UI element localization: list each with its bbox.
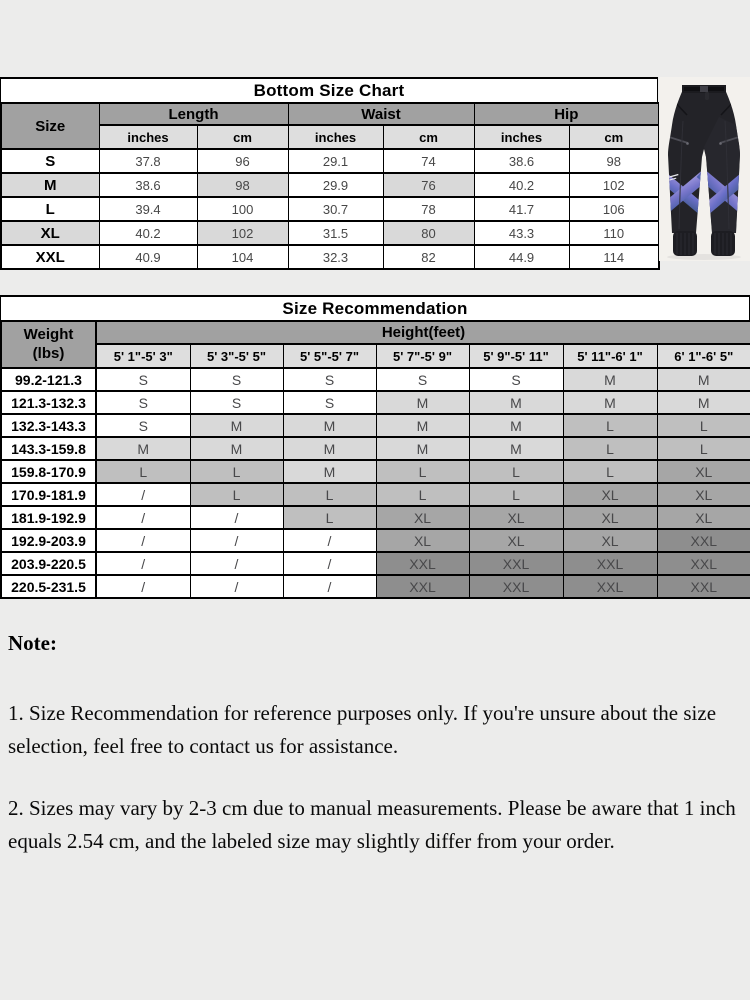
size-chart-table bbox=[0, 102, 660, 270]
note-heading: Note: bbox=[8, 631, 57, 655]
weight-range-cell: 181.9-192.9 bbox=[1, 506, 96, 529]
height-feet-header: Height(feet) bbox=[96, 321, 750, 344]
size-rec-row bbox=[1, 575, 750, 598]
recommended-size-cell: XXL bbox=[563, 552, 657, 575]
weight-range-cell: 203.9-220.5 bbox=[1, 552, 96, 575]
measurement-cell: 74 bbox=[383, 149, 474, 173]
recommended-size-cell: / bbox=[190, 552, 283, 575]
size-rec-row bbox=[1, 552, 750, 575]
measurement-cell: 40.9 bbox=[99, 245, 197, 269]
size-rec-row bbox=[1, 529, 750, 552]
unit-subheader: cm bbox=[383, 125, 474, 149]
size-chart-body bbox=[1, 149, 659, 269]
measurement-cell: 31.5 bbox=[288, 221, 383, 245]
size-chart-subheader-row bbox=[1, 125, 659, 149]
recommended-size-cell: XXL bbox=[657, 552, 750, 575]
recommended-size-cell: / bbox=[96, 506, 190, 529]
recommended-size-cell: L bbox=[657, 437, 750, 460]
measurement-cell: 98 bbox=[197, 173, 288, 197]
size-chart-row bbox=[1, 245, 659, 269]
measurement-cell: 37.8 bbox=[99, 149, 197, 173]
measurement-cell: 30.7 bbox=[288, 197, 383, 221]
recommended-size-cell: L bbox=[376, 460, 469, 483]
recommended-size-cell: XL bbox=[563, 483, 657, 506]
cuff-left bbox=[673, 231, 697, 256]
measurement-cell: 38.6 bbox=[474, 149, 569, 173]
measurement-cell: 41.7 bbox=[474, 197, 569, 221]
size-chart-row bbox=[1, 221, 659, 245]
recommended-size-cell: L bbox=[563, 437, 657, 460]
recommended-size-cell: L bbox=[96, 460, 190, 483]
size-rec-body bbox=[1, 368, 750, 598]
recommended-size-cell: XL bbox=[469, 506, 563, 529]
recommended-size-cell: XL bbox=[657, 483, 750, 506]
size-label-cell: M bbox=[1, 173, 99, 197]
recommended-size-cell: M bbox=[657, 391, 750, 414]
recommended-size-cell: S bbox=[96, 391, 190, 414]
recommended-size-cell: XL bbox=[657, 506, 750, 529]
recommended-size-cell: XXL bbox=[563, 575, 657, 598]
unit-subheader: cm bbox=[197, 125, 288, 149]
recommended-size-cell: L bbox=[563, 460, 657, 483]
weight-column-header bbox=[1, 321, 96, 368]
measurement-cell: 32.3 bbox=[288, 245, 383, 269]
measurement-cell: 102 bbox=[197, 221, 288, 245]
size-column-header: Size bbox=[1, 103, 99, 149]
size-recommendation-title: Size Recommendation bbox=[0, 295, 750, 320]
recommended-size-cell: XXL bbox=[657, 529, 750, 552]
product-image-pants bbox=[659, 77, 750, 261]
measurement-cell: 102 bbox=[569, 173, 659, 197]
recommended-size-cell: / bbox=[96, 552, 190, 575]
recommended-size-cell: / bbox=[96, 575, 190, 598]
unit-subheader: inches bbox=[288, 125, 383, 149]
recommended-size-cell: M bbox=[190, 437, 283, 460]
weight-range-cell: 170.9-181.9 bbox=[1, 483, 96, 506]
recommended-size-cell: M bbox=[376, 391, 469, 414]
measurement-cell: 39.4 bbox=[99, 197, 197, 221]
unit-subheader: inches bbox=[474, 125, 569, 149]
recommended-size-cell: M bbox=[563, 368, 657, 391]
notes-list bbox=[8, 697, 745, 858]
measurement-cell: 38.6 bbox=[99, 173, 197, 197]
height-range-header: 5' 5"-5' 7" bbox=[283, 344, 376, 368]
size-rec-row bbox=[1, 506, 750, 529]
weight-header-line1: Weight bbox=[23, 325, 74, 343]
recommended-size-cell: S bbox=[376, 368, 469, 391]
recommended-size-cell: XL bbox=[376, 506, 469, 529]
height-range-header: 6' 1"-6' 5" bbox=[657, 344, 750, 368]
recommended-size-cell: XXL bbox=[376, 552, 469, 575]
measurement-cell: 114 bbox=[569, 245, 659, 269]
recommended-size-cell: M bbox=[469, 414, 563, 437]
measurement-cell: 44.9 bbox=[474, 245, 569, 269]
recommended-size-cell: M bbox=[376, 414, 469, 437]
size-recommendation-table bbox=[0, 320, 750, 599]
measure-group-header: Hip bbox=[474, 103, 659, 125]
notes-section bbox=[8, 631, 745, 858]
recommended-size-cell: L bbox=[657, 414, 750, 437]
recommended-size-cell: L bbox=[376, 483, 469, 506]
measurement-cell: 110 bbox=[569, 221, 659, 245]
height-header-row bbox=[1, 344, 750, 368]
recommended-size-cell: XL bbox=[376, 529, 469, 552]
recommended-size-cell: M bbox=[283, 414, 376, 437]
note-item: 1. Size Recommendation for reference purposes only. If you're unsure about the size selection, feel free to contact us for assistance. bbox=[8, 701, 717, 758]
recommended-size-cell: / bbox=[283, 575, 376, 598]
recommended-size-cell: M bbox=[96, 437, 190, 460]
recommended-size-cell: / bbox=[96, 483, 190, 506]
recommended-size-cell: / bbox=[283, 552, 376, 575]
recommended-size-cell: M bbox=[657, 368, 750, 391]
measurement-cell: 78 bbox=[383, 197, 474, 221]
recommended-size-cell: M bbox=[469, 437, 563, 460]
unit-subheader: inches bbox=[99, 125, 197, 149]
size-rec-row bbox=[1, 460, 750, 483]
size-label-cell: S bbox=[1, 149, 99, 173]
note-item: 2. Sizes may vary by 2-3 cm due to manual measurements. Please be aware that 1 inch equals 2.54 cm, and the labeled size may slightly differ from your order. bbox=[8, 796, 736, 853]
recommended-size-cell: / bbox=[283, 529, 376, 552]
size-chart-row bbox=[1, 149, 659, 173]
size-rec-row bbox=[1, 437, 750, 460]
size-chart-row bbox=[1, 173, 659, 197]
recommended-size-cell: / bbox=[96, 529, 190, 552]
height-range-header: 5' 9"-5' 11" bbox=[469, 344, 563, 368]
recommended-size-cell: L bbox=[283, 483, 376, 506]
recommended-size-cell: S bbox=[469, 368, 563, 391]
recommended-size-cell: M bbox=[190, 414, 283, 437]
weight-range-cell: 99.2-121.3 bbox=[1, 368, 96, 391]
size-chart-group-header-row bbox=[1, 103, 659, 125]
height-range-header: 5' 11"-6' 1" bbox=[563, 344, 657, 368]
recommended-size-cell: S bbox=[96, 368, 190, 391]
measurement-cell: 80 bbox=[383, 221, 474, 245]
recommended-size-cell: XXL bbox=[469, 552, 563, 575]
measurement-cell: 106 bbox=[569, 197, 659, 221]
size-label-cell: XL bbox=[1, 221, 99, 245]
recommended-size-cell: / bbox=[190, 575, 283, 598]
size-chart-section bbox=[0, 77, 658, 270]
size-label-cell: XXL bbox=[1, 245, 99, 269]
weight-range-cell: 192.9-203.9 bbox=[1, 529, 96, 552]
size-label-cell: L bbox=[1, 197, 99, 221]
unit-subheader: cm bbox=[569, 125, 659, 149]
recommended-size-cell: / bbox=[190, 506, 283, 529]
height-range-header: 5' 7"-5' 9" bbox=[376, 344, 469, 368]
recommended-size-cell: M bbox=[563, 391, 657, 414]
size-rec-row bbox=[1, 391, 750, 414]
recommended-size-cell: / bbox=[190, 529, 283, 552]
recommended-size-cell: S bbox=[96, 414, 190, 437]
recommended-size-cell: L bbox=[190, 483, 283, 506]
weight-range-cell: 132.3-143.3 bbox=[1, 414, 96, 437]
recommended-size-cell: S bbox=[190, 368, 283, 391]
recommended-size-cell: L bbox=[469, 483, 563, 506]
recommended-size-cell: XL bbox=[563, 529, 657, 552]
size-rec-row bbox=[1, 483, 750, 506]
recommended-size-cell: XXL bbox=[376, 575, 469, 598]
size-recommendation-section bbox=[0, 295, 750, 599]
recommended-size-cell: XL bbox=[657, 460, 750, 483]
recommended-size-cell: M bbox=[283, 437, 376, 460]
measure-group-header: Length bbox=[99, 103, 288, 125]
measure-group-header: Waist bbox=[288, 103, 474, 125]
measurement-cell: 29.9 bbox=[288, 173, 383, 197]
measurement-cell: 40.2 bbox=[474, 173, 569, 197]
recommended-size-cell: S bbox=[283, 391, 376, 414]
recommended-size-cell: M bbox=[283, 460, 376, 483]
cuff-right bbox=[711, 231, 735, 256]
recommended-size-cell: S bbox=[283, 368, 376, 391]
measurement-cell: 96 bbox=[197, 149, 288, 173]
height-band-row bbox=[1, 321, 750, 344]
recommended-size-cell: L bbox=[283, 506, 376, 529]
measurement-cell: 29.1 bbox=[288, 149, 383, 173]
measurement-cell: 100 bbox=[197, 197, 288, 221]
recommended-size-cell: XXL bbox=[469, 575, 563, 598]
measurement-cell: 98 bbox=[569, 149, 659, 173]
size-rec-row bbox=[1, 414, 750, 437]
measurement-cell: 104 bbox=[197, 245, 288, 269]
recommended-size-cell: XXL bbox=[657, 575, 750, 598]
weight-range-cell: 143.3-159.8 bbox=[1, 437, 96, 460]
measurement-cell: 82 bbox=[383, 245, 474, 269]
weight-range-cell: 121.3-132.3 bbox=[1, 391, 96, 414]
weight-range-cell: 220.5-231.5 bbox=[1, 575, 96, 598]
belt-buckle bbox=[700, 86, 708, 92]
size-chart-row bbox=[1, 197, 659, 221]
recommended-size-cell: XL bbox=[469, 529, 563, 552]
recommended-size-cell: L bbox=[190, 460, 283, 483]
size-rec-row bbox=[1, 368, 750, 391]
recommended-size-cell: M bbox=[376, 437, 469, 460]
measurement-cell: 40.2 bbox=[99, 221, 197, 245]
weight-header-line2: (lbs) bbox=[32, 344, 65, 362]
height-range-header: 5' 1"-5' 3" bbox=[96, 344, 190, 368]
size-chart-title: Bottom Size Chart bbox=[0, 77, 658, 102]
weight-range-cell: 159.8-170.9 bbox=[1, 460, 96, 483]
recommended-size-cell: L bbox=[469, 460, 563, 483]
measurement-cell: 76 bbox=[383, 173, 474, 197]
recommended-size-cell: L bbox=[563, 414, 657, 437]
recommended-size-cell: XL bbox=[563, 506, 657, 529]
height-range-header: 5' 3"-5' 5" bbox=[190, 344, 283, 368]
recommended-size-cell: M bbox=[469, 391, 563, 414]
recommended-size-cell: S bbox=[190, 391, 283, 414]
measurement-cell: 43.3 bbox=[474, 221, 569, 245]
